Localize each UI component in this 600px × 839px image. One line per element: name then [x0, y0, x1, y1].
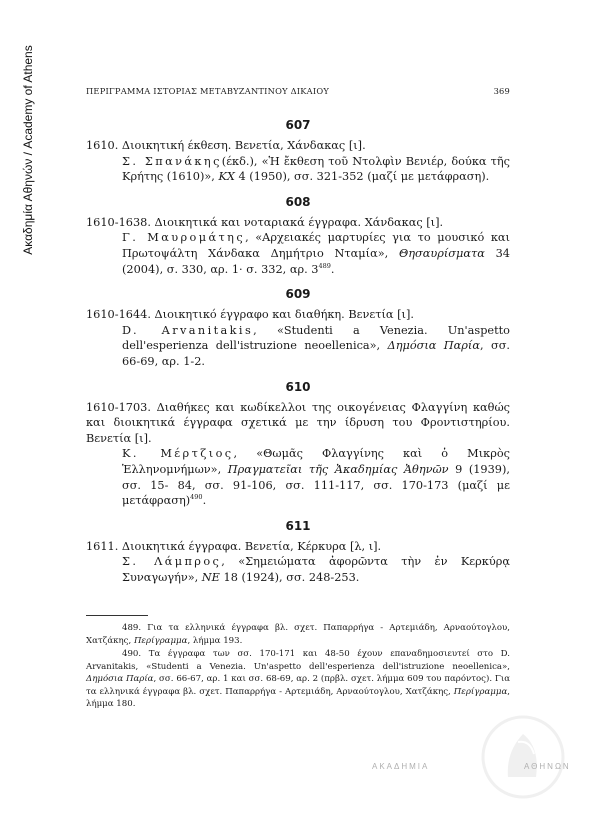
ref-end: . [330, 262, 335, 276]
entry-610 [86, 380, 510, 509]
footnote-italic: Περίγραμμα [133, 635, 188, 646]
footnote-text: , λήμμα 180. [86, 686, 510, 709]
entry-reference [86, 230, 510, 277]
ref-author: Σ. Σπανάκης [122, 154, 222, 168]
entry-head: 1611. Διοικητικά έγγραφα. Βενετία, Κέρκυρα [λ, ι]. [86, 539, 382, 553]
ref-journal: Θησαυρίσματα [398, 246, 485, 260]
page-number: 369 [493, 86, 510, 96]
ref-author: D. Arvanitakis [122, 323, 254, 337]
entry-reference [86, 323, 510, 370]
ref-author: Γ. Μαυρομάτης [122, 231, 246, 245]
footnote-marker[interactable]: 490 [190, 493, 203, 502]
ref-tail: 4 (1950), σσ. 321-352 (μαζί με μετάφραση). [234, 170, 490, 184]
footnote-text: 489. Για τα ελληνικά έγγραφα βλ. σχετ. Παπαρρήγα - Αρτεμιάδη, Αρναούτογλου, Χατζάκης, [86, 623, 510, 646]
footnote-italic: Περίγραμμα [453, 686, 508, 697]
side-archive-label: Ακαδημία Αθηνών / Academy of Athens [21, 45, 35, 255]
entry-608 [86, 195, 510, 277]
footnote-text: 490. Τα έγγραφα των σσ. 170-171 και 48-50 έχουν επαναδημοσιευτεί στο D. Arvanitakis, «Studenti a Venezia. Un'aspetto dell'esperienza dell'istruzione neoellenica», [86, 649, 510, 672]
footnote-marker[interactable]: 489 [318, 261, 331, 270]
footnote-text: , λήμμα 193. [187, 635, 243, 646]
ref-end: . [202, 494, 207, 508]
ref-text: , «Αρχειακές μαρτυρίες για το μουσικό και Πρωτοψάλτη Χάνδακα Δημήτριο Νταμία», [122, 231, 510, 260]
ref-journal: Δημόσια Παρία [387, 339, 480, 353]
footnote-divider [86, 615, 148, 616]
watermark-text-left: ΑΚΑΔΗΜΙΑ [372, 762, 430, 771]
ref-text: , «Studenti a Venezia. Un'aspetto dell'esperienza dell'istruzione neoellenica», [122, 323, 510, 353]
entry-reference [86, 154, 510, 185]
page-content [86, 86, 510, 711]
entry-number: 609 [285, 287, 311, 302]
running-head [86, 86, 510, 96]
ref-journal: ΚΧ [218, 170, 235, 184]
ref-author: Κ. Μέρτζιος [122, 447, 234, 461]
entry-head: 1610-1703. Διαθήκες και κωδίκελλοι της οικογένειας Φλαγγίνη καθώς και διοικητικά έγγραφα σχετικά με την ίδρυση του Φροντιστηρίου. Βενετία [ι]. [86, 400, 510, 445]
ref-text: , «Σημειώματα ἀφορῶντα τὴν ἐν Κερκύρᾳ Συναγωγήν», [122, 555, 510, 584]
ref-tail: 34 (2004), σ. 330, αρ. 1· σ. 332, αρ. 3 [122, 246, 510, 276]
entry-head: 1610-1638. Διοικητικά και νοταριακά έγγραφα. Χάνδακας [ι]. [86, 215, 444, 229]
academy-watermark-icon [478, 712, 568, 802]
ref-text: (έκδ.), «Ἡ ἔκθεση τοῦ Ντολφὶν Βενιέρ, δούκα τῆς Κρήτης (1610)», [122, 154, 510, 184]
ref-journal: ΝΕ [201, 570, 220, 584]
footnote-489 [86, 622, 510, 647]
ref-author: Σ. Λάμπρος [122, 555, 222, 569]
footnote-text: , σσ. 66-67, αρ. 1 και σσ. 68-69, αρ. 2 (πρβλ. σχετ. λήμμα 609 του παρόντος). Για τα ελληνικά έγγραφα βλ. σχετ. Παπαρρήγα - Αρτεμιάδη, Αρναούτογλου, Χατζάκης, [86, 674, 510, 697]
footnotes [86, 622, 510, 710]
ref-text: , «Θωμᾶς Φλαγγίνης καὶ ὁ Μικρὸς Ἑλληνομνήμων», [122, 447, 511, 476]
entry-number: 610 [285, 379, 311, 394]
entry-611 [86, 519, 510, 586]
entry-number: 611 [285, 518, 311, 533]
entry-607 [86, 118, 510, 185]
entry-reference [86, 554, 510, 585]
ref-tail: 18 (1924), σσ. 248-253. [219, 570, 360, 584]
footnote-490 [86, 648, 510, 710]
ref-tail: 9 (1939), σσ. 15- 84, σσ. 91-106, σσ. 111-117, σσ. 170-173 (μαζί με μετάφραση) [122, 462, 510, 508]
entry-number: 607 [285, 118, 311, 132]
entry-609 [86, 287, 510, 369]
entry-reference [86, 446, 510, 508]
ref-tail: , σσ. 66-69, αρ. 1-2. [122, 339, 510, 368]
ref-journal: Πραγματεῖαι τῆς Ἀκαδημίας Ἀθηνῶν [227, 462, 449, 476]
entry-number: 608 [285, 194, 311, 209]
footnote-italic: Δημόσια Παρία [86, 674, 154, 685]
entry-head: 1610-1644. Διοικητικό έγγραφο και διαθήκη. Βενετία [ι]. [86, 308, 414, 322]
watermark-text-right: ΑΘΗΝΩΝ [524, 762, 571, 771]
entry-head: 1610. Διοικητική έκθεση. Βενετία, Χάνδακας [ι]. [86, 139, 366, 152]
running-head-title: ΠΕΡΙΓΡΑΜΜΑ ΙΣΤΟΡΙΑΣ ΜΕΤΑΒΥΖΑΝΤΙΝΟΥ ΔΙΚΑΙΟΥ [86, 86, 330, 96]
